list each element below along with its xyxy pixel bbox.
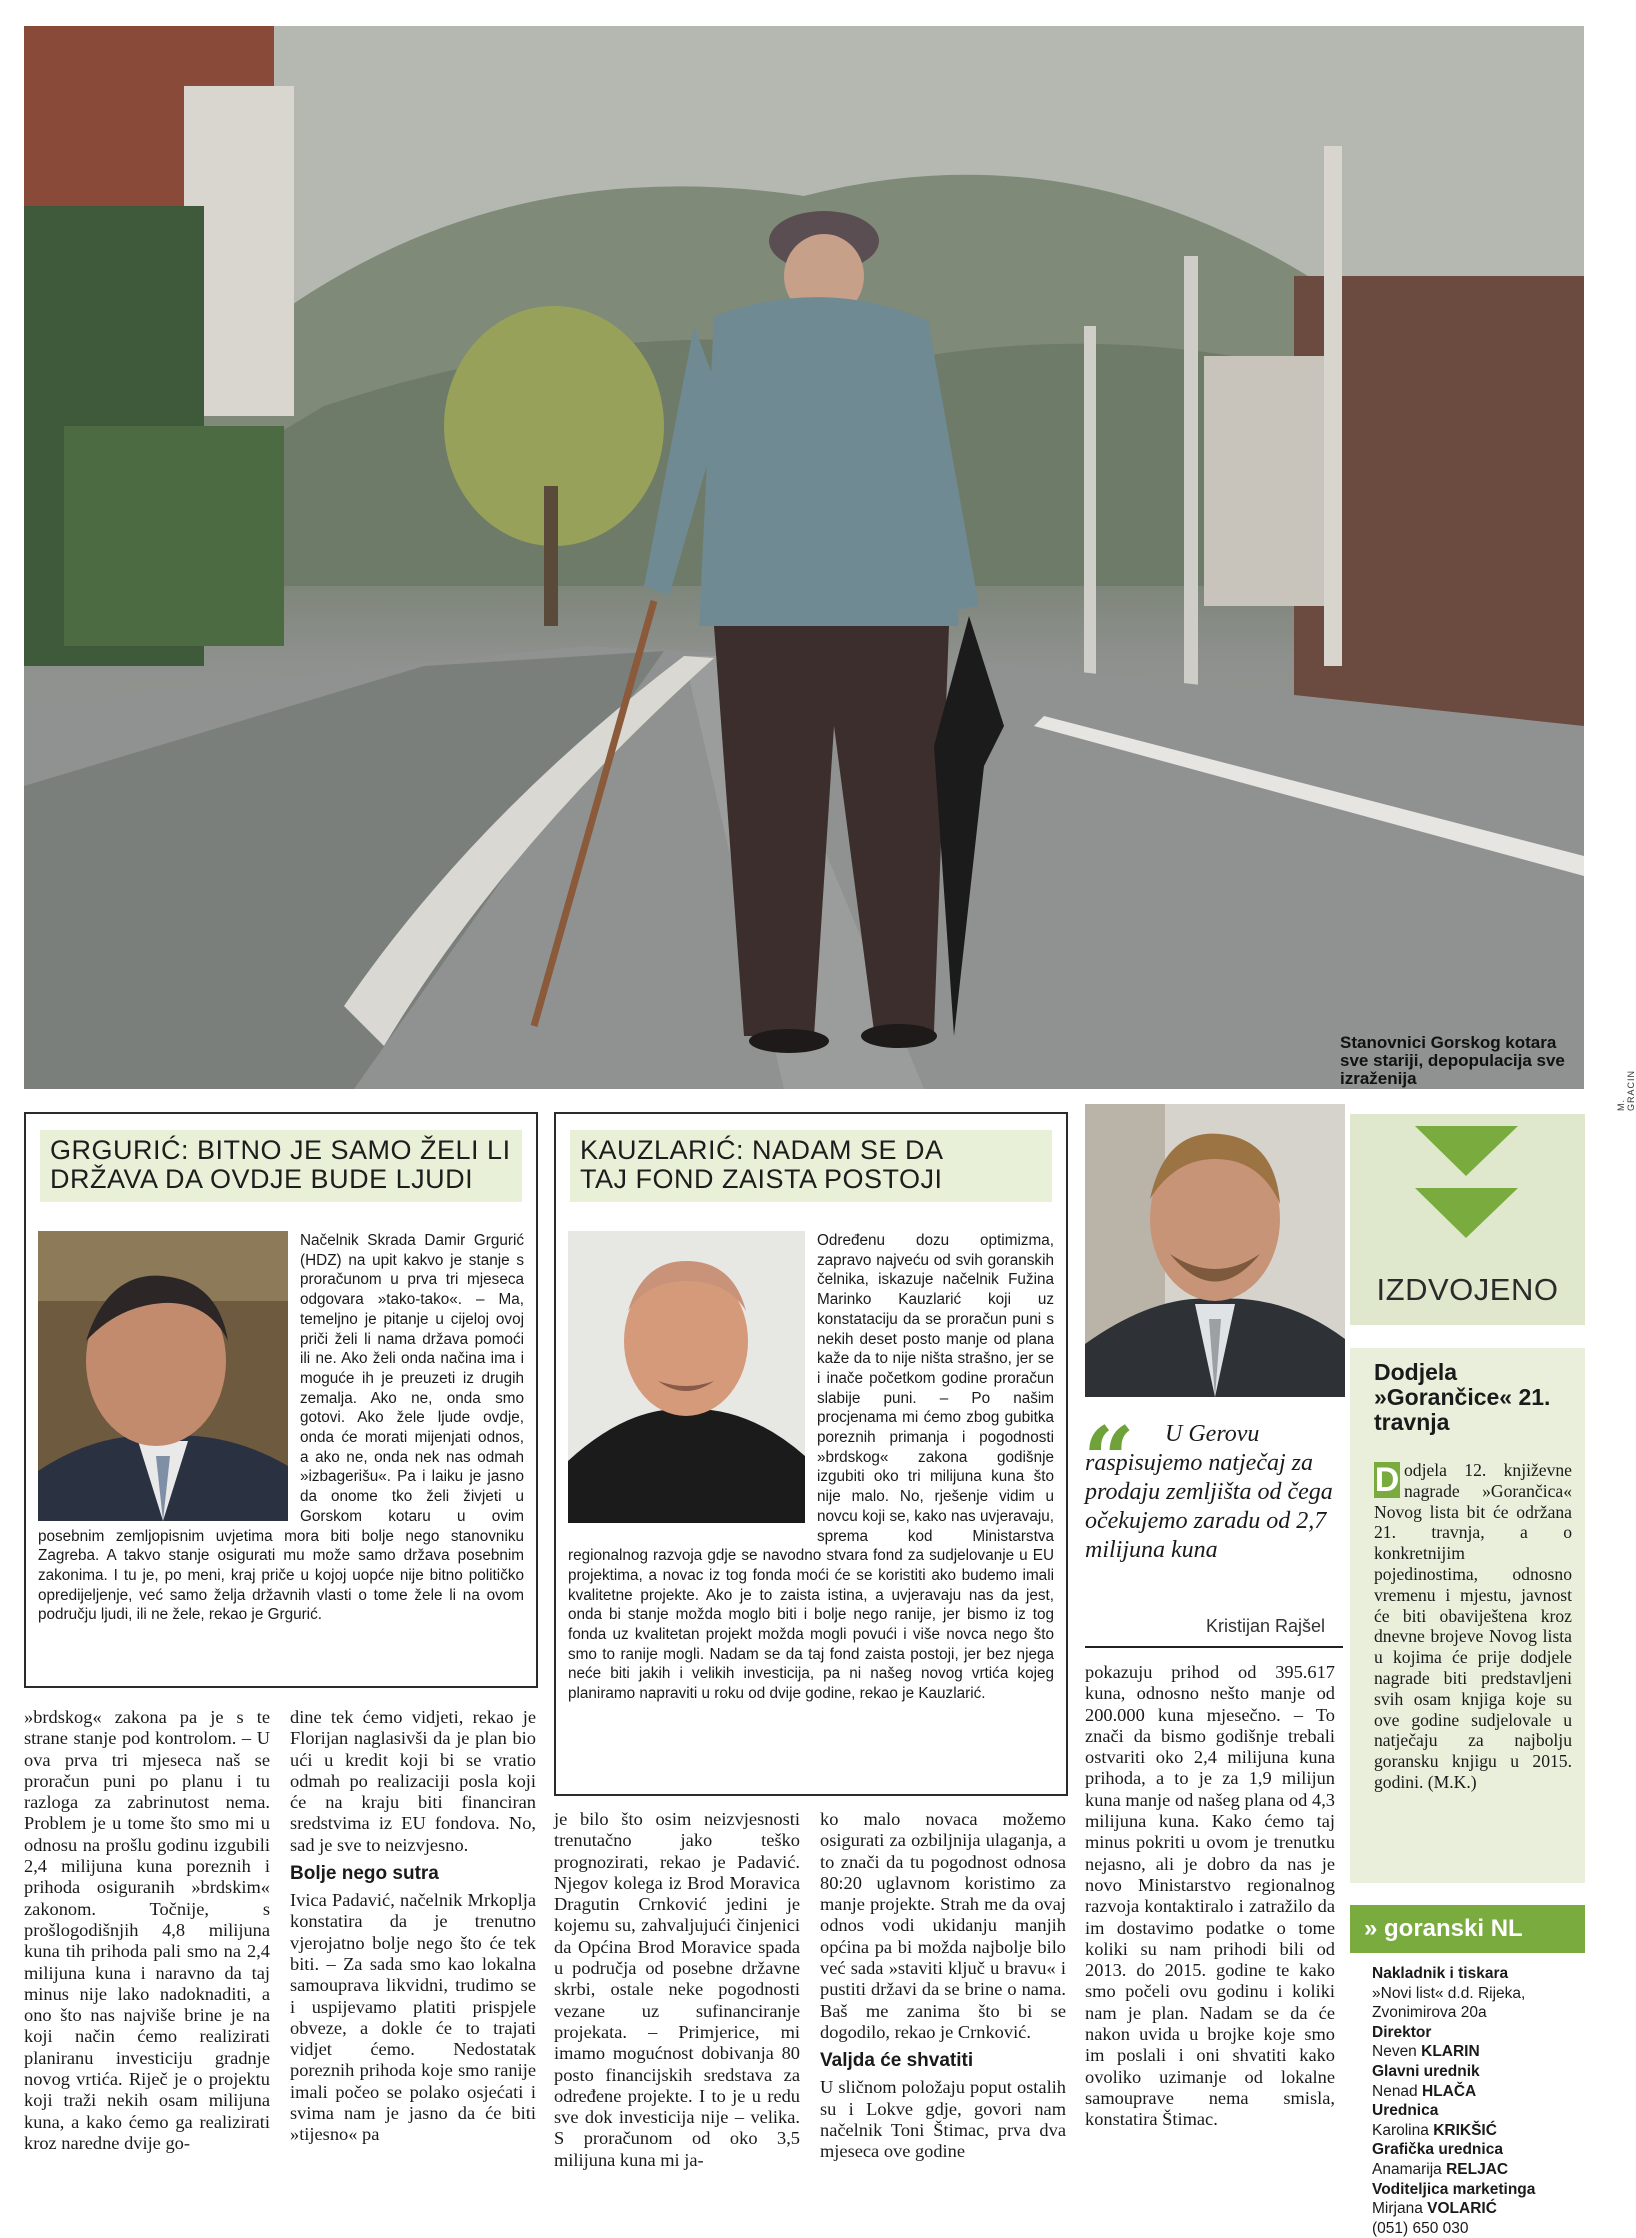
portrait-rajsel bbox=[1085, 1104, 1345, 1397]
last-name: KRIKŠIĆ bbox=[1433, 2121, 1497, 2139]
column-paragraph: pokazuju prihod od 395.617 kuna, odnosno nešto manje od 200.000 kuna mjesečno. – To znači da bismo godišnje trebali ostvariti oko 2,4 milijuna kuna prihoda, a to je za 1,9 milijun kuna manje od našeg plana od 4,3 milijuna kuna. Kako ćemo taj minus pokriti u ovom je trenutku nejasno, ali je dobro da nas je novo Ministarstvo regionalnog razvoja kontaktiralo i zatražilo da im dostavimo podatke o tome koliki su nam prihodi bili od 2013. do 2015. godine te kako smo počeli ovu godinu i koliki nam je plan. Nadam se da će nakon uvida u brojke koje smo im poslali i oni shvatiti kako ovoliko uzimanje od lokalne samouprave nema smisla, konstatira Štimac. bbox=[1085, 1662, 1335, 2130]
photo-credit: M. GRACIN bbox=[1616, 1069, 1636, 1111]
hero-photo-illustration bbox=[24, 26, 1584, 1089]
imprint-name bbox=[1372, 2082, 1582, 2102]
sidebar-title: Dodjela »Gorančice« 21. travnja bbox=[1374, 1359, 1551, 1435]
headline-line: GRGURIĆ: BITNO JE SAMO ŽELI LI bbox=[50, 1135, 511, 1165]
quote-divider bbox=[1085, 1646, 1343, 1648]
goranski-nl-banner: » goranski NL bbox=[1350, 1905, 1585, 1953]
imprint-role: Direktor bbox=[1372, 2023, 1432, 2041]
first-name: Karolina bbox=[1372, 2121, 1429, 2139]
first-name: Nenad bbox=[1372, 2082, 1418, 2100]
last-name: VOLARIĆ bbox=[1427, 2200, 1497, 2218]
subheading: Valjda će shvatiti bbox=[820, 2050, 974, 2072]
caption-line: izraženija bbox=[1340, 1069, 1417, 1088]
photo-caption bbox=[1340, 1034, 1585, 1088]
imprint-role: Urednica bbox=[1372, 2102, 1439, 2120]
imprint-role: Grafička urednica bbox=[1372, 2141, 1503, 2159]
headline-line: KAUZLARIĆ: NADAM SE DA bbox=[580, 1135, 944, 1165]
subheading: Bolje nego sutra bbox=[290, 1863, 439, 1885]
last-name: KLARIN bbox=[1421, 2043, 1480, 2061]
imprint-name bbox=[1372, 2160, 1582, 2180]
imprint-role: Voditeljica marketinga bbox=[1372, 2180, 1536, 2198]
imprint-name bbox=[1372, 2199, 1582, 2219]
interview-box-kauzlaric bbox=[554, 1112, 1068, 1796]
imprint-role: Nakladnik i tiskara bbox=[1372, 1965, 1509, 1982]
first-name: Anamarija bbox=[1372, 2160, 1442, 2178]
izdvojeno-header bbox=[1350, 1114, 1585, 1325]
imprint bbox=[1372, 1964, 1582, 2238]
last-name: RELJAC bbox=[1446, 2160, 1509, 2178]
column-paragraph: ko malo novaca možemo osigurati za ozbiljnija ulaganja, a to znači da tu pogodnost odnosa 80:20 uglavnom koristimo za manje projekte. Strah me da ovaj odnos vodi ukidanju manjih općina pa bi možda najbolje bilo već sada »staviti ključ u bravu« i pustiti državi da se brine o nama. Baš me zanima što bi se dogodilo, rekao je Crnković. bbox=[820, 1809, 1066, 2042]
quote-author: Kristijan Rajšel bbox=[1205, 1616, 1325, 1636]
column-paragraph: U sličnom položaju poput ostalih su i Lokve gdje, govori nam načelnik Toni Štimac, prva dva mjeseca ove godine bbox=[820, 2077, 1066, 2162]
sidebar-text: odjela 12. književne nagrade »Gorančica« Novog lista bit će održana 21. travnja, a o konkretnijim pojedinostima, odnosno vremenu i mjestu, javnost će biti obaviještena kroz dnevne brojeve Novog lista u kojima će prije dodjele nagrade biti predstavljeni svih osam knjiga koje su ove godine sudjelovale u natječaju za najbolju goransku knjigu u 2015. godini. (M.K.) bbox=[1374, 1460, 1572, 1792]
pull-quote: U Gerovu raspisujemo natječaj za prodaju zemljišta od čega očekujemo zaradu od 2,7 milijuna kuna bbox=[1085, 1421, 1333, 1563]
first-name: Mirjana bbox=[1372, 2200, 1423, 2218]
sidebar-body bbox=[1374, 1460, 1572, 1793]
interview-box-grguric bbox=[24, 1112, 538, 1688]
column-paragraph: Ivica Padavić, načelnik Mrkoplja konstatira da je trenutno vjerojatno bolje nego što će tek biti. – Za sada smo kao lokalna samouprava likvidni, trudimo se i uspijevamo platiti prispjele obveze, a dokle će to trajati vidjet ćemo. Nedostatak poreznih prihoda koje smo ranije imali počeo se polako osjećati i svima nam je jasno da će biti »tijesno« pa bbox=[290, 1890, 536, 2145]
portrait-grguric bbox=[38, 1231, 288, 1521]
article-column-1 bbox=[24, 1707, 270, 2154]
drop-cap: D bbox=[1374, 1461, 1400, 1499]
hero-photo bbox=[24, 26, 1636, 1111]
column-paragraph: dine tek ćemo vidjeti, rekao je Florijan naglasivši da je plan bio ući u kredit koji bi se vratio odmah po realizaciji posla koji će na kraju biti financiran sredstvima iz EU fondova. No, sad je sve to neizvjesno. bbox=[290, 1707, 536, 1855]
column-paragraph: »brdskog« zakona pa je s te strane stanje pod kontrolom. – U ova prva tri mjeseca naš se proračun puni po planu i tu razloga za zabrinutost nema. Problem je u tome što smo mi u odnosu na prošlu godinu izgubili 2,4 milijuna kuna poreznih i prihoda osiguranih »brdskim« zakonom. Točnije, s prošlogodišnjih 4,8 milijuna kuna tih prihoda pali smo na 2,4 milijuna kuna i naravno da taj minus nije lako nadoknaditi, a ono što nas najviše brine je na koji način ćemo realizirati planiranu investiciju gradnje novog vrtića. Riječ je o projektu koji traži nekih osam milijuna kuna, a kako ćemo ga realizirati kroz naredne dvije go- bbox=[24, 1707, 270, 2153]
headline-line: DRŽAVA DA OVDJE BUDE LJUDI bbox=[50, 1164, 474, 1194]
imprint-name: »Novi list« d.d. Rijeka, Zvonimirova 20a bbox=[1372, 1984, 1526, 2022]
first-name: Neven bbox=[1372, 2043, 1417, 2061]
portrait-kauzlaric bbox=[568, 1231, 805, 1523]
article-column-3 bbox=[554, 1809, 800, 2171]
section-label: IZDVOJENO bbox=[1376, 1272, 1559, 1307]
article-column-2 bbox=[290, 1707, 536, 2146]
imprint-name bbox=[1372, 2042, 1582, 2062]
box-body: Određenu dozu optimizma, zapravo najveću od svih goranskih čelnika, iskazuje načelnik Fužina Marinko Kauzlarić koji uz konstataciju da se proračun puni s nekih deset posto manje od plana kaže da to nije ništa strašno, jer se i inače početkom godine proračun slabije puni. – Po našim procjenama mi ćemo zbog gubitka poreznih primanja i pogodnosti »brdskog« zakona godišnje izgubiti oko tri milijuna kuna što nije malo. No, rješenje vidim u novcu koji se, kako nas uvjeravaju, sprema kod Ministarstva regionalnog razvoja gdje se navodno stvara fond za sudjelovanje u EU projektima, a novac iz tog fonda moći će se koristiti ako budemo imali kvalitetne projekte. Ako je to zaista istina, a uvjeravaju nas da jest, onda bi stanje možda moglo biti i bolje nego ranije, jer bismo iz tog fonda uz kvalitetan projekt možda mogli povući i više novca nego što smo to ranije mogli. Nadam se da taj fond zaista postoji, jer bez njega neće biti jakih i velikih investicija, pa ni našeg novog vrtića kojeg planiramo napraviti u roku od dvije godine, rekao je Kauzlarić. bbox=[568, 1232, 1054, 1703]
caption-line: Stanovnici Gorskog kotara bbox=[1340, 1033, 1557, 1052]
imprint-role: Glavni urednik bbox=[1372, 2062, 1480, 2080]
sidebar-news-box bbox=[1350, 1348, 1585, 1883]
box-headline bbox=[40, 1130, 522, 1202]
column-paragraph: je bilo što osim neizvjesnosti trenutačno jako teško prognozirati, rekao je Padavić. Njegov kolega iz Brod Moravica Dragutin Crnković jedini je kojemu su, zahvaljujući činjenici da Općina Brod Moravice spada u područja od posebne državne skrbi, ostale neke pogodnosti vezane uz sufinanciranje projekata. – Primjerice, mi imamo mogućnost dobivanja 80 posto financijskih sredstava za određene projekte. I to je u redu sve dok investicija nije – velika. S proračunom od oko 3,5 milijuna kuna mi ja- bbox=[554, 1809, 800, 2170]
imprint-phone: (051) 650 030 bbox=[1372, 2219, 1469, 2237]
headline-line: TAJ FOND ZAISTA POSTOJI bbox=[580, 1164, 943, 1194]
box-body: Načelnik Skrada Damir Grgurić (HDZ) na upit kakvo je stanje s proračunom u prva tri mjeseca odgovara »tako-tako«. – Ma, temeljno je pitanje u cijeloj ovoj priči želi li nama država pomoći ili ne. Ako želi onda načina ima i moguće ih je preuzeti iz drugih zemalja. Ako ne, onda smo gotovi. Ako žele ljude ovdje, onda će morati mijenjati odnos, a ako ne, onda nek nas odmah »izbagerišu«. Pa i laiku je jasno da onome tko želi živjeti u Gorskom kotaru u ovim posebnim zemljopisnim uvjetima mora biti bolje nego stanovniku Zagreba. A takvo stanje osigurati mu može samo država posebnim zakonima. I tu je, po meni, kraj priče u kojoj uopće nije bitno političko opredijeljenje, već samo želja državnih vlasti o tome žele li na ovom području ljudi, ili ne žele, rekao je Grgurić. bbox=[38, 1232, 524, 1624]
quote-mark-icon: “ bbox=[1083, 1407, 1135, 1513]
article-column-4 bbox=[820, 1809, 1066, 2162]
caption-line: sve stariji, depopulacija sve bbox=[1340, 1051, 1565, 1070]
box-headline bbox=[570, 1130, 1052, 1202]
imprint-name bbox=[1372, 2121, 1582, 2141]
last-name: HLAČA bbox=[1422, 2082, 1477, 2100]
article-column-5 bbox=[1085, 1662, 1335, 2131]
